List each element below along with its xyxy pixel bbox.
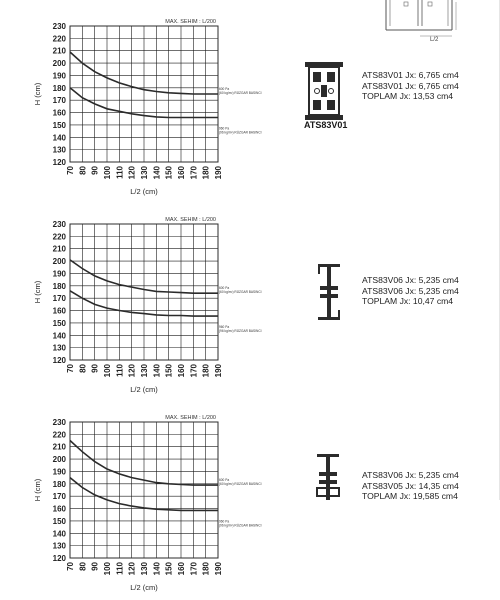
x-tick-label: 110: [115, 166, 125, 179]
y-tick-label: 210: [52, 442, 66, 452]
x-tick-label: 150: [164, 562, 174, 576]
y-tick-label: 140: [52, 331, 66, 341]
profile-section-1: [303, 60, 345, 122]
profile-ats83v01-icon: [303, 60, 345, 122]
chart-title: MAX. SEHIM : L/200: [165, 19, 216, 25]
y-tick-label: 220: [52, 34, 66, 44]
x-tick-label: 70: [66, 166, 75, 175]
x-axis-label: L/2 (cm): [130, 385, 158, 394]
x-tick-label: 100: [103, 562, 112, 576]
spec-block-3: [362, 470, 459, 502]
y-tick-label: 180: [52, 83, 66, 93]
profile-name-1: ATS83V01: [304, 120, 348, 130]
series-note: 600 Pa: [219, 87, 230, 91]
y-tick-label: 180: [52, 281, 66, 291]
y-tick-label: 200: [52, 59, 66, 69]
x-tick-label: 80: [78, 166, 88, 175]
x-tick-label: 90: [90, 166, 100, 175]
x-tick-label: 190: [214, 166, 223, 180]
x-tick-label: 180: [201, 562, 211, 576]
x-axis-label: L/2 (cm): [130, 187, 158, 196]
profile-section-2: [316, 262, 342, 322]
spec-line: ATS83V06 Jx: 5,235 cm4: [362, 275, 459, 285]
y-tick-label: 150: [52, 318, 66, 328]
series-note: (96 kg/m²) RÜZGAR BASINCI: [219, 329, 262, 334]
spec-line: ATS83V01 Jx: 6,765 cm4: [362, 80, 459, 91]
x-tick-label: 160: [177, 562, 186, 576]
series-note: (96 kg/m²) RÜZGAR BASINCI: [219, 130, 262, 135]
y-axis-label: H (cm): [33, 280, 42, 304]
x-tick-label: 100: [103, 166, 112, 180]
x-tick-label: 120: [127, 562, 137, 576]
y-tick-label: 130: [52, 541, 66, 551]
y-tick-label: 150: [52, 120, 66, 130]
y-tick-label: 170: [52, 294, 66, 304]
x-tick-label: 130: [140, 166, 149, 180]
x-tick-label: 180: [201, 166, 211, 180]
y-axis-label: H (cm): [33, 478, 42, 502]
x-tick-label: 80: [78, 364, 88, 373]
x-tick-label: 70: [66, 364, 75, 373]
x-tick-label: 100: [103, 364, 112, 378]
y-tick-label: 160: [52, 504, 66, 514]
x-tick-label: 110: [115, 364, 125, 377]
x-tick-label: 170: [189, 166, 199, 180]
y-tick-label: 120: [52, 356, 66, 365]
y-tick-label: 220: [52, 232, 66, 242]
y-tick-label: 230: [52, 220, 66, 229]
x-tick-label: 90: [90, 562, 100, 571]
spec-line: ATS83V06 Jx: 5,235 cm4: [362, 470, 459, 480]
y-tick-label: 160: [52, 306, 66, 316]
y-tick-label: 180: [52, 479, 66, 489]
x-tick-label: 140: [152, 364, 162, 378]
chart-title: MAX. SEHIM : L/200: [165, 415, 216, 421]
chart-title: MAX. SEHIM : L/200: [165, 217, 216, 223]
series-note: 960 Pa: [219, 325, 230, 330]
y-tick-label: 120: [52, 158, 66, 167]
series-note: (60 kg/m²) RÜZGAR BASINCI: [219, 482, 262, 487]
profile-ats83v06-v05-icon: [314, 452, 342, 500]
x-tick-label: 80: [78, 562, 88, 571]
frame-detail-icon: [382, 0, 462, 42]
x-tick-label: 120: [127, 364, 137, 378]
y-tick-label: 150: [52, 516, 66, 526]
x-tick-label: 140: [152, 166, 162, 180]
x-tick-label: 90: [90, 364, 100, 373]
x-tick-label: 150: [164, 166, 174, 180]
x-tick-label: 110: [115, 562, 125, 575]
y-tick-label: 200: [52, 455, 66, 465]
series-note: 600 Pa: [219, 478, 230, 483]
deflection-chart-2: [0, 212, 262, 402]
y-tick-label: 130: [52, 343, 66, 353]
y-tick-label: 160: [52, 108, 66, 118]
x-tick-label: 190: [214, 364, 223, 378]
x-tick-label: 160: [177, 166, 186, 180]
deflection-chart-1: [0, 14, 262, 204]
y-tick-label: 230: [52, 22, 66, 31]
y-tick-label: 190: [52, 467, 66, 477]
y-tick-label: 230: [52, 418, 66, 427]
x-tick-label: 70: [66, 562, 75, 571]
series-note: (60 kg/m²) RÜZGAR BASINCI: [219, 91, 262, 95]
spec-line: ATS83V01 Jx: 6,765 cm4: [362, 70, 459, 80]
y-tick-label: 190: [52, 269, 66, 279]
y-axis-label: H (cm): [33, 82, 42, 106]
spec-line: TOPLAM Jx: 10,47 cm4: [362, 296, 454, 306]
x-axis-label: L/2 (cm): [130, 583, 158, 592]
x-tick-label: 170: [189, 364, 199, 378]
series-note: 960 Pa: [219, 126, 230, 131]
spec-line: TOPLAM Jx: 19,585 cm4: [362, 491, 458, 501]
spec-line: ATS83V06 Jx: 5,235 cm4: [362, 285, 459, 296]
x-tick-label: 140: [152, 562, 162, 576]
x-tick-label: 190: [214, 562, 223, 576]
y-tick-label: 210: [52, 244, 66, 254]
spec-block-1: [362, 70, 459, 102]
y-tick-label: 210: [52, 46, 66, 56]
y-tick-label: 190: [52, 71, 66, 81]
spec-block-2: [362, 275, 459, 307]
spec-line: ATS83V05 Jx: 14,35 cm4: [362, 480, 459, 491]
series-note: 960 Pa: [219, 519, 230, 524]
x-tick-label: 150: [164, 364, 174, 378]
series-note: 600 Pa: [219, 286, 230, 291]
profile-ats83v06-icon: [316, 262, 342, 322]
deflection-chart-3: [0, 410, 262, 600]
x-tick-label: 120: [127, 166, 137, 180]
y-tick-label: 220: [52, 430, 66, 440]
frame-detail-drawing: [382, 0, 462, 42]
x-tick-label: 130: [140, 364, 149, 378]
y-tick-label: 200: [52, 257, 66, 267]
x-tick-label: 170: [189, 562, 199, 576]
y-tick-label: 140: [52, 133, 66, 143]
dimension-label: L/2: [430, 37, 439, 43]
y-tick-label: 120: [52, 554, 66, 563]
x-tick-label: 160: [177, 364, 186, 378]
y-tick-label: 170: [52, 492, 66, 502]
x-tick-label: 180: [201, 364, 211, 378]
profile-section-3: [314, 452, 342, 500]
series-note: (60 kg/m²) RÜZGAR BASINCI: [219, 290, 262, 295]
x-tick-label: 130: [140, 562, 149, 576]
spec-line: TOPLAM Jx: 13,53 cm4: [362, 91, 454, 101]
y-tick-label: 130: [52, 145, 66, 155]
series-note: (96 kg/m²) RÜZGAR BASINCI: [219, 523, 262, 528]
y-tick-label: 170: [52, 96, 66, 106]
y-tick-label: 140: [52, 529, 66, 539]
